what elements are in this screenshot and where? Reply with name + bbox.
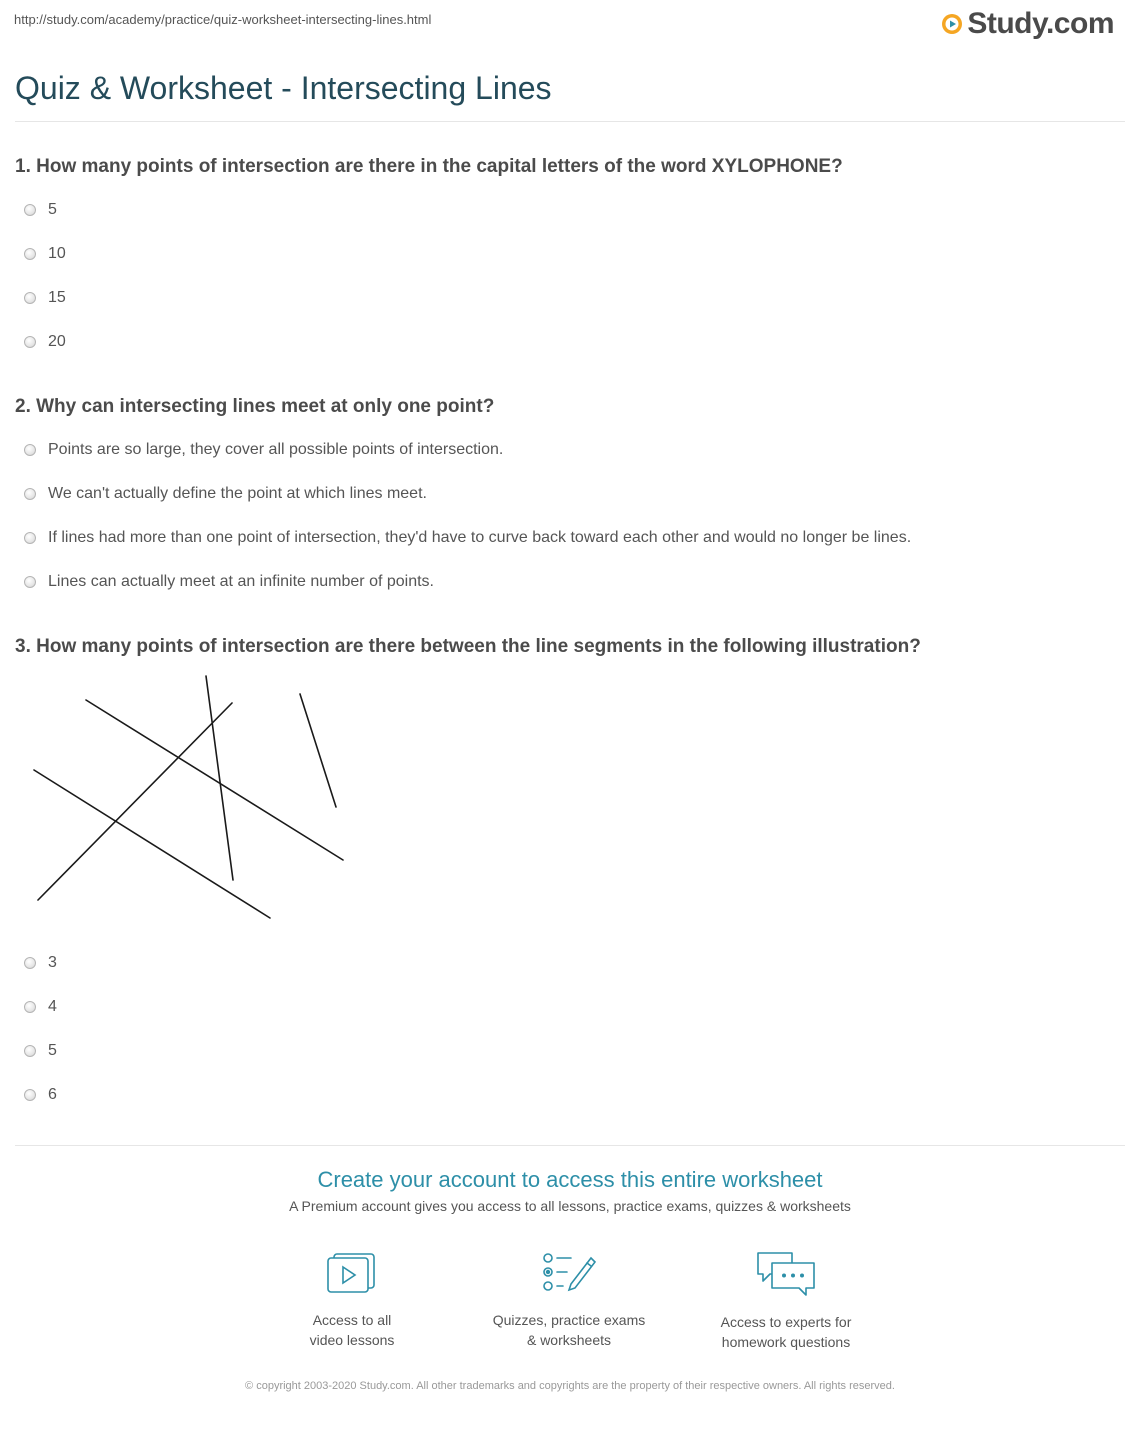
q1-option-1[interactable] [24,200,57,220]
q2-option-2[interactable] [24,484,427,504]
logo-text: Study.com [967,7,1114,40]
q1-option-2[interactable] [24,244,66,264]
cta-divider [15,1145,1125,1146]
q1-option-4[interactable] [24,332,66,352]
radio-button[interactable] [24,488,36,500]
title-divider [15,121,1125,122]
radio-button[interactable] [24,248,36,260]
quiz-checklist-icon [541,1250,597,1296]
cta-subheading: A Premium account gives you access to all lessons, practice exams, quizzes & worksheets [289,1198,851,1214]
option-label: 3 [48,954,57,971]
radio-button[interactable] [24,957,36,969]
feature-video-lessons [252,1250,452,1350]
create-account-link[interactable]: Create your account to access this entire worksheet [317,1167,823,1192]
radio-button[interactable] [24,444,36,456]
q3-option-2[interactable] [24,997,57,1017]
radio-button[interactable] [24,1045,36,1057]
radio-button[interactable] [24,336,36,348]
radio-button[interactable] [24,532,36,544]
radio-button[interactable] [24,1001,36,1013]
question-3: 3. How many points of intersection are there between the line segments in the following illustration? [15,636,921,657]
copyright-footer: © copyright 2003-2020 Study.com. All other trademarks and copyrights are the property of their respective owners. All rights reserved. [245,1380,895,1392]
option-label: 4 [48,998,57,1015]
q3-option-4[interactable] [24,1085,57,1105]
option-label: 6 [48,1086,57,1103]
play-logo-icon [941,13,963,35]
q2-option-1[interactable] [24,440,503,460]
question-1: 1. How many points of intersection are there in the capital letters of the word XYLOPHONE? [15,156,843,177]
q2-option-3[interactable] [24,528,911,548]
chat-bubbles-icon [754,1250,818,1298]
option-label: 5 [48,201,57,218]
option-label: 5 [48,1042,57,1059]
option-label: 10 [48,245,66,262]
radio-button[interactable] [24,1089,36,1101]
option-label: Lines can actually meet at an infinite number of points. [48,573,434,590]
feature-label: Access to all video lessons [309,1312,395,1348]
feature-label: Quizzes, practice exams & worksheets [492,1312,646,1348]
radio-button[interactable] [24,292,36,304]
q3-option-3[interactable] [24,1041,57,1061]
question-2: 2. Why can intersecting lines meet at only one point? [15,396,495,417]
video-lessons-icon [326,1250,378,1296]
line-segment [300,694,336,807]
option-label: If lines had more than one point of intersection, they'd have to curve back toward each other and would no longer be lines. [48,529,912,546]
feature-quizzes [469,1250,669,1350]
page-url: http://study.com/academy/practice/quiz-worksheet-intersecting-lines.html [14,12,432,27]
option-label: 20 [48,333,66,350]
feature-label: Access to experts for homework questions [720,1314,852,1350]
option-label: We can't actually define the point at which lines meet. [48,485,427,502]
q3-option-1[interactable] [24,953,57,973]
line-segment [86,700,343,860]
study-logo[interactable] [941,6,1114,42]
intersecting-lines-illustration [0,660,400,940]
option-label: Points are so large, they cover all possible points of intersection. [48,441,504,458]
q2-option-4[interactable] [24,572,434,592]
radio-button[interactable] [24,204,36,216]
q1-option-3[interactable] [24,288,66,308]
radio-button[interactable] [24,576,36,588]
line-segment [38,703,232,900]
feature-experts [686,1250,886,1352]
option-label: 15 [48,289,66,306]
page-title: Quiz & Worksheet - Intersecting Lines [15,70,552,106]
